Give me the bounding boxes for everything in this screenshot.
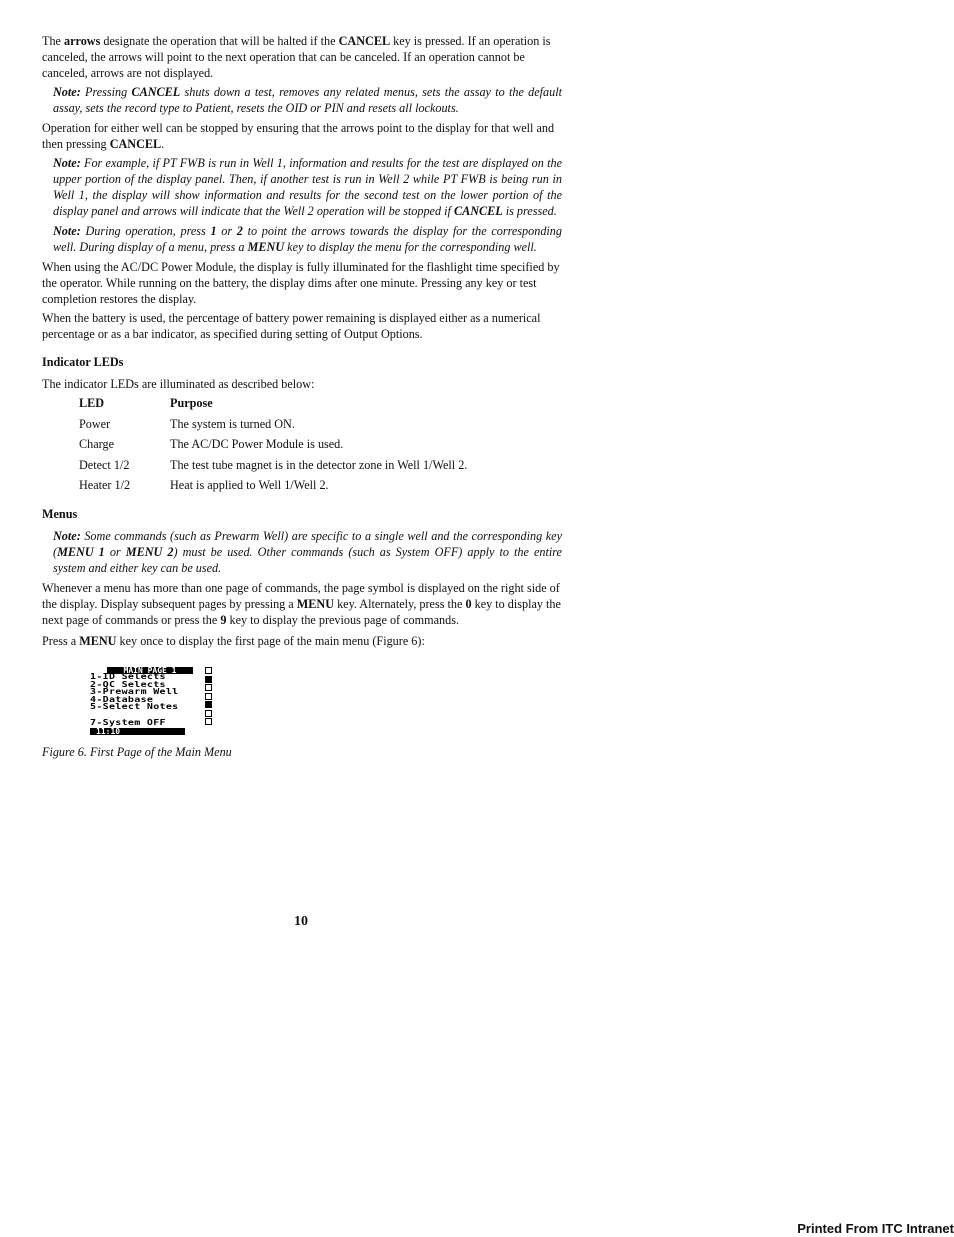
lcd-title: MAIN PAGE 1 [107, 667, 193, 674]
led-name: Detect 1/2 [79, 457, 130, 472]
column-header-led: LED [79, 396, 105, 410]
page-symbol-icon [205, 701, 212, 708]
page-symbol-icon [205, 693, 212, 700]
paragraph-menu-pages: Whenever a menu has more than one page of commands, the page symbol is displayed on the right side of the display. Display subsequent pages by pressing a MENU key. Alternately, press the 0 key to display the next page of commands or press the 9 key to display the previous page of commands. [42, 580, 561, 627]
note-menu-keys: Note: Some commands (such as Prewarm Well) are specific to a single well and the corresponding key (MENU 1 or MENU 2) must be used. Other commands (such as System OFF) apply to the entire system and either key can be used. [53, 528, 562, 575]
page-symbol-icon [205, 684, 212, 691]
heading-indicator-leds: Indicator LEDs [42, 355, 124, 369]
table-row [79, 457, 467, 478]
lcd-line [90, 712, 200, 718]
led-name: Charge [79, 437, 114, 451]
paragraph-indicator-intro: The indicator LEDs are illuminated as described below: [42, 377, 315, 391]
paragraph-battery: When the battery is used, the percentage of battery power remaining is displayed either as a numerical percentage or as a bar indicator, as specified during setting of Output Options. [42, 311, 541, 341]
figure-caption: Figure 6. First Page of the Main Menu [42, 745, 232, 759]
table-row [79, 436, 467, 457]
table-row [79, 416, 467, 437]
lcd-line: 4-Database [90, 695, 154, 705]
lcd-line: 3-Prewarm Well [90, 687, 179, 697]
printed-footer: Printed From ITC Intranet [797, 1221, 954, 1236]
page-symbol-icon [205, 667, 212, 674]
table-row [79, 477, 467, 498]
note-during-operation: Note: During operation, press 1 or 2 to point the arrows towards the display for the corresponding well. During display of a menu, press a MENU key to display the menu for the corresponding well. [53, 224, 562, 254]
main-column [42, 33, 562, 652]
led-purpose: The test tube magnet is in the detector zone in Well 1/Well 2. [170, 457, 468, 472]
page-symbol-icon [205, 710, 212, 717]
lcd-main-menu-figure [90, 667, 214, 735]
led-purpose: The system is turned ON. [170, 416, 295, 431]
lcd-footer-time: 11:10 [90, 728, 185, 735]
note-example: Note: For example, if PT FWB is run in Well 1, information and results for the test are displayed on the upper portion of the display panel. Then, if another test is run in Well 2 while PT FWB is being run in Well 1, the display will show information and results for the second test on the lower portion of the display panel and arrows will indicate that the Well 2 operation will be stopped if CANCEL is pressed. [53, 156, 562, 218]
led-table [79, 395, 467, 498]
lcd-line: 5-Select Notes [90, 702, 179, 712]
paragraph-power-module: When using the AC/DC Power Module, the display is fully illuminated for the flashlight time specified by the operator. While running on the battery, the display dims after one minute. Pressing any key or test completion restores the display. [42, 260, 560, 306]
led-name: Power [79, 416, 111, 431]
heading-menus: Menus [42, 506, 78, 521]
page-symbol-icon [205, 718, 212, 725]
led-purpose: The AC/DC Power Module is used. [170, 437, 344, 451]
page-symbol-icon [205, 667, 213, 735]
led-purpose: Heat is applied to Well 1/Well 2. [170, 478, 329, 492]
table-header-row [79, 395, 467, 416]
lcd-line: 2-QC Selects [90, 679, 166, 689]
page-number: 10 [294, 914, 308, 929]
paragraph-operation-stop: Operation for either well can be stopped by ensuring that the arrows point to the display for that well and then pressing CANCEL. [42, 121, 555, 151]
lcd-menu-lines [90, 674, 200, 727]
column-header-purpose: Purpose [170, 396, 213, 410]
page-symbol-icon [205, 676, 212, 683]
note-cancel: Note: Pressing CANCEL shuts down a test, removes any related menus, sets the assay to the default assay, sets the record type to Patient, resets the OID or PIN and resets all lockouts. [53, 85, 562, 115]
lcd-line: 1-ID Selects [90, 672, 166, 682]
lcd-line: 7-System OFF [90, 717, 166, 727]
paragraph-press-menu: Press a MENU key once to display the first page of the main menu (Figure 6): [42, 633, 425, 648]
led-name: Heater 1/2 [79, 478, 131, 492]
paragraph-arrows: The arrows designate the operation that will be halted if the CANCEL key is pressed. If an operation is canceled, the arrows will point to the next operation that can be canceled. If an operation cannot be canceled, arrows are not displayed. [42, 34, 551, 80]
